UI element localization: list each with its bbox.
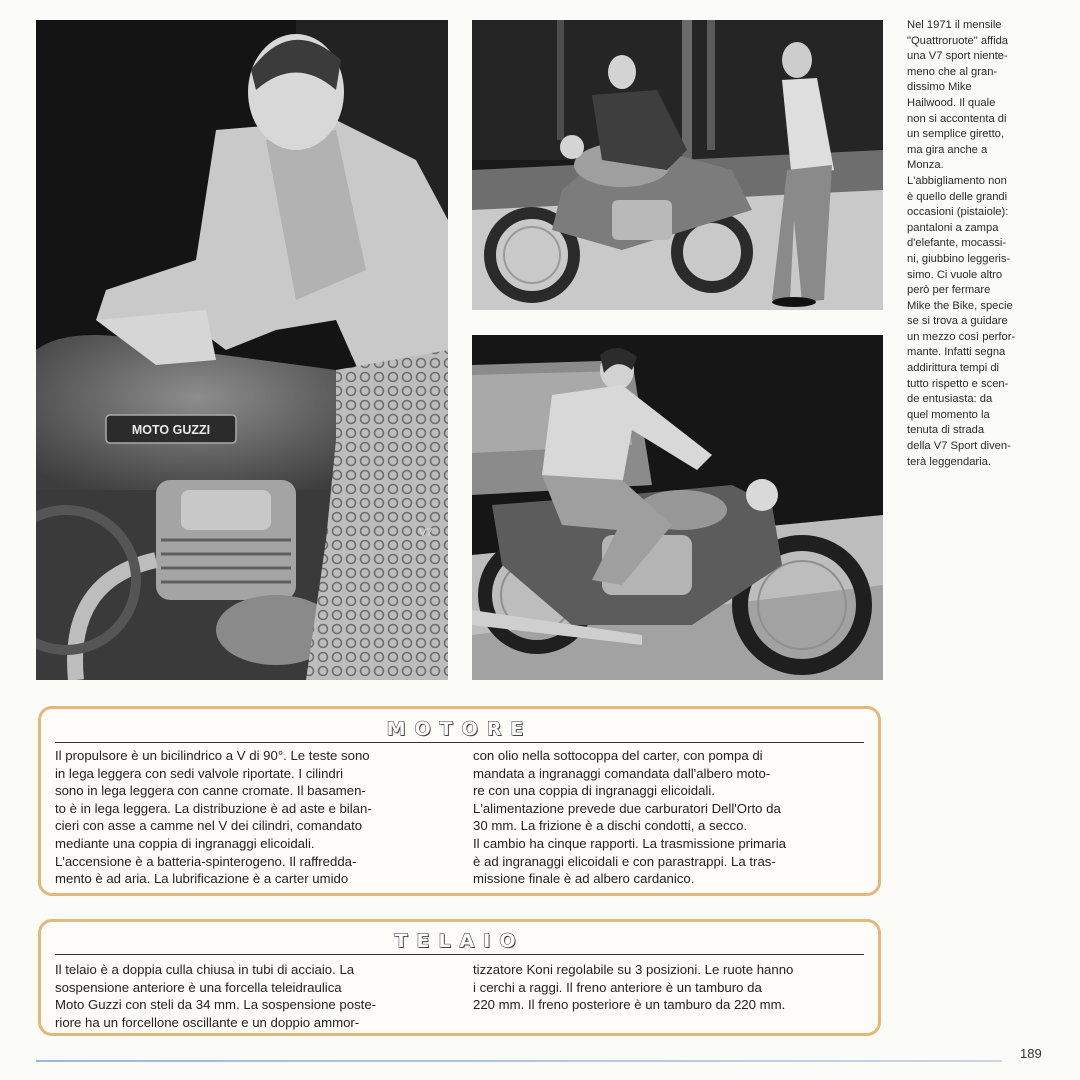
motore-heading: MOTORE (386, 718, 533, 740)
photo-rider-closeup (36, 20, 448, 680)
photo-riders-standing (472, 20, 883, 310)
telaio-section (38, 919, 881, 1036)
side-panel-v7-mark: V7 (419, 527, 433, 539)
telaio-heading-rule (55, 954, 864, 955)
photo-caption: Nel 1971 il mensile "Quattroruote" affida una V7 sport niente- meno che al gran- dissimo Mike Hailwood. Il quale non si accontenta di un semplice giretto, ma gira anche a Monza. L'abbigliamento non è quello delle grandi occasioni (pistaiole): pantaloni a zampa d'elefante, mocassi- ni, giubbino leggeris- simo. Ci vuole altro però per fermare Mike the Bike, specie se si trova a guidare un mezzo così perfor- mante. Infatti segna addirittura tempi di tutto rispetto e scen- de entusiasta: da quel momento la tenuta di strada della V7 Sport diven- terà leggendaria. (907, 19, 1016, 468)
telaio-heading: TELAIO (394, 930, 525, 952)
motore-text-left: Il propulsore è un bicilindrico a V di 90°. Le teste sono in lega leggera con sedi valvole riportate. I cilindri sono in lega leggera con canne cromate. Il basamen- to è in lega leggera. La distribuzione è ad aste e bilan- cieri con asse a camme nel V dei cilindri, comandato mediante una coppia di ingranaggi elicoidali. L'accensione è a batteria-spinterogeno. Il raffredda- mento è ad aria. La lubrificazione è a carter umido (55, 748, 372, 887)
page-number: 189 (1020, 1046, 1042, 1061)
motore-text-right: con olio nella sottocoppa del carter, con pompa di mandata a ingranaggi comandata dall'albero moto- re con una coppia di ingranaggi elicoidali. L'alimentazione prevede due carburatori Dell'Orto da 30 mm. La frizione è a dischi condotti, a secco. Il cambio ha cinque rapporti. La trasmissione primaria è ad ingranaggi elicoidali e con parastrappi. La tras- missione finale è ad albero cardanico. (473, 748, 786, 887)
telaio-text-left: Il telaio è a doppia culla chiusa in tubi di acciaio. La sospensione anteriore è una forcella teleidraulica Moto Guzzi con steli da 34 mm. La sospensione poste- riore ha un forcellone oscillante e un doppio ammor- (55, 962, 377, 1030)
tank-badge-moto-guzzi: MOTO GUZZI (131, 423, 211, 437)
photo-rider-cornering (472, 335, 883, 680)
motore-heading-rule (55, 742, 864, 743)
motore-section (38, 706, 881, 896)
telaio-text-right: tizzatore Koni regolabile su 3 posizioni. Le ruote hanno i cerchi a raggi. Il freno anteriore è un tamburo da 220 mm. Il freno posteriore è un tamburo da 220 mm. (473, 962, 794, 1013)
footer-rule (36, 1060, 1002, 1062)
